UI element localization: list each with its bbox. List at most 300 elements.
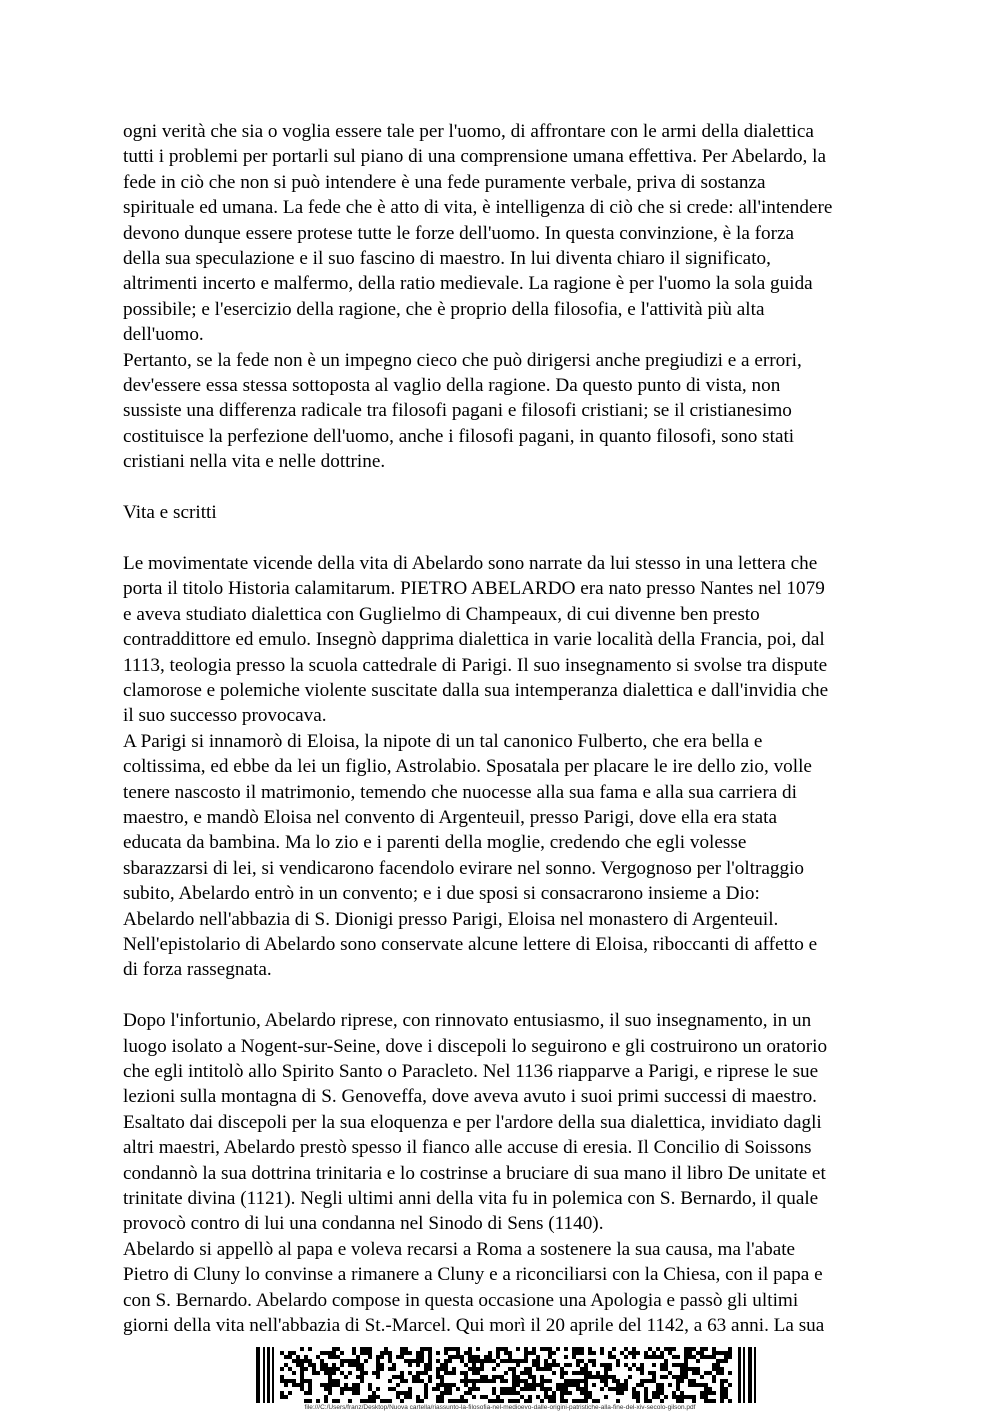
- barcode-cell: [724, 1395, 728, 1399]
- barcode-cell: [448, 1355, 452, 1359]
- barcode-cell: [524, 1371, 528, 1375]
- barcode-cell: [352, 1359, 356, 1363]
- barcode-cell: [696, 1371, 700, 1375]
- barcode-cell: [352, 1383, 356, 1387]
- barcode-cell: [588, 1351, 592, 1355]
- barcode-cell: [612, 1379, 616, 1383]
- barcode-cell: [512, 1379, 516, 1383]
- barcode-cell: [636, 1351, 640, 1355]
- barcode-cell: [620, 1351, 624, 1355]
- barcode-cell: [376, 1363, 380, 1367]
- barcode-cell: [504, 1391, 508, 1395]
- barcode-cell: [468, 1379, 472, 1383]
- barcode-cell: [588, 1371, 592, 1375]
- barcode-cell: [540, 1375, 544, 1379]
- barcode-cell: [520, 1359, 524, 1363]
- barcode-cell: [480, 1395, 484, 1399]
- barcode-cell: [460, 1359, 464, 1363]
- barcode-cell: [636, 1399, 640, 1403]
- barcode-cell: [456, 1347, 460, 1351]
- barcode-cell: [376, 1367, 380, 1371]
- barcode-cell: [544, 1379, 548, 1383]
- barcode-cell: [516, 1359, 520, 1363]
- barcode-cell: [472, 1387, 476, 1391]
- barcode-cell: [572, 1383, 576, 1387]
- barcode-cell: [336, 1383, 340, 1387]
- barcode-cell: [428, 1355, 432, 1359]
- barcode-cell: [412, 1375, 416, 1379]
- barcode-cell: [516, 1379, 520, 1383]
- text-line: clamorose e polemiche violente suscitate dalla sua intemperanza dialettica e dall'invidia che: [123, 679, 829, 701]
- barcode-cell: [600, 1351, 604, 1355]
- barcode-cell: [572, 1351, 576, 1355]
- barcode-cell: [548, 1363, 552, 1367]
- barcode-cell: [556, 1383, 560, 1387]
- barcode-cell: [360, 1347, 364, 1351]
- barcode-cell: [456, 1399, 460, 1403]
- barcode-bar: [272, 1347, 274, 1403]
- barcode-cell: [444, 1359, 448, 1363]
- barcode-cell: [528, 1395, 532, 1399]
- barcode-cell: [500, 1391, 504, 1395]
- barcode-cell: [496, 1351, 500, 1355]
- barcode-cell: [612, 1387, 616, 1391]
- barcode-cell: [476, 1367, 480, 1371]
- barcode-cell: [356, 1355, 360, 1359]
- barcode-cell: [376, 1395, 380, 1399]
- barcode-cell: [636, 1367, 640, 1371]
- barcode-cell: [404, 1391, 408, 1395]
- barcode-cell: [708, 1399, 712, 1403]
- barcode-cell: [720, 1399, 724, 1403]
- barcode-cell: [692, 1383, 696, 1387]
- barcode-cell: [712, 1367, 716, 1371]
- barcode-cell: [512, 1375, 516, 1379]
- barcode-cell: [584, 1387, 588, 1391]
- barcode-cell: [416, 1351, 420, 1355]
- barcode-cell: [572, 1347, 576, 1351]
- barcode-cell: [484, 1375, 488, 1379]
- barcode-cell: [328, 1375, 332, 1379]
- barcode-cell: [496, 1355, 500, 1359]
- paragraph: [123, 1008, 913, 1237]
- barcode-cell: [328, 1379, 332, 1383]
- barcode-cell: [552, 1391, 556, 1395]
- barcode-cell: [648, 1371, 652, 1375]
- barcode-cell: [560, 1395, 564, 1399]
- barcode-cell: [440, 1367, 444, 1371]
- barcode-cell: [328, 1367, 332, 1371]
- barcode-cell: [320, 1359, 324, 1363]
- barcode-cell: [632, 1347, 636, 1351]
- barcode-cell: [604, 1371, 608, 1375]
- barcode-cell: [652, 1355, 656, 1359]
- barcode-cell: [280, 1375, 284, 1379]
- barcode-cell: [524, 1347, 528, 1351]
- barcode-cell: [584, 1371, 588, 1375]
- barcode-cell: [580, 1359, 584, 1363]
- barcode-cell: [512, 1391, 516, 1395]
- barcode-cell: [704, 1399, 708, 1403]
- barcode-cell: [500, 1359, 504, 1363]
- barcode-cell: [436, 1395, 440, 1399]
- barcode-cell: [436, 1371, 440, 1375]
- barcode-cell: [712, 1375, 716, 1379]
- barcode-cell: [368, 1355, 372, 1359]
- barcode-cell: [512, 1359, 516, 1363]
- barcode-cell: [704, 1383, 708, 1387]
- text-line: tutti i problemi per portarli sul piano di una comprensione umana effettiva. Per Abelardo, la: [123, 146, 826, 168]
- barcode-cell: [564, 1379, 568, 1383]
- barcode-cell: [400, 1375, 404, 1379]
- barcode-cell: [580, 1391, 584, 1395]
- barcode-cell: [404, 1379, 408, 1383]
- barcode-cell: [568, 1391, 572, 1395]
- barcode-cell: [668, 1371, 672, 1375]
- barcode-cell: [612, 1375, 616, 1379]
- barcode-cell: [424, 1391, 428, 1395]
- barcode-cell: [564, 1355, 568, 1359]
- barcode-cell: [392, 1363, 396, 1367]
- barcode-cell: [696, 1367, 700, 1371]
- barcode-cell: [436, 1399, 440, 1403]
- barcode-cell: [712, 1399, 716, 1403]
- barcode-cell: [488, 1359, 492, 1363]
- barcode-cell: [416, 1379, 420, 1383]
- barcode-cell: [724, 1355, 728, 1359]
- barcode-cell: [356, 1375, 360, 1379]
- barcode-cell: [504, 1387, 508, 1391]
- barcode-cell: [544, 1363, 548, 1367]
- barcode-cell: [300, 1375, 304, 1379]
- barcode-cell: [528, 1375, 532, 1379]
- barcode-cell: [488, 1351, 492, 1355]
- barcode-cell: [408, 1359, 412, 1363]
- barcode-cell: [600, 1387, 604, 1391]
- barcode-cell: [428, 1379, 432, 1383]
- barcode-cell: [472, 1383, 476, 1387]
- barcode-cell: [448, 1399, 452, 1403]
- barcode-cell: [712, 1363, 716, 1367]
- barcode-cell: [684, 1351, 688, 1355]
- barcode-cell: [344, 1387, 348, 1391]
- barcode-cell: [360, 1399, 364, 1403]
- barcode-bar: [263, 1347, 265, 1403]
- barcode-cell: [544, 1391, 548, 1395]
- barcode-cell: [516, 1383, 520, 1387]
- barcode-cell: [500, 1387, 504, 1391]
- barcode-cell: [556, 1347, 560, 1351]
- barcode-cell: [468, 1351, 472, 1355]
- barcode-cell: [472, 1359, 476, 1363]
- barcode-cell: [532, 1379, 536, 1383]
- barcode-cell: [528, 1351, 532, 1355]
- barcode-cell: [688, 1383, 692, 1387]
- barcode-cell: [308, 1399, 312, 1403]
- barcode-cell: [564, 1383, 568, 1387]
- barcode-cell: [316, 1371, 320, 1375]
- barcode-cell: [516, 1347, 520, 1351]
- barcode-cell: [704, 1395, 708, 1399]
- barcode-cell: [404, 1347, 408, 1351]
- barcode-cell: [484, 1379, 488, 1383]
- barcode-cell: [296, 1355, 300, 1359]
- barcode-cell: [504, 1371, 508, 1375]
- barcode-cell: [420, 1379, 424, 1383]
- barcode-cell: [664, 1347, 668, 1351]
- barcode-cell: [580, 1351, 584, 1355]
- barcode-cell: [656, 1383, 660, 1387]
- barcode-cell: [660, 1391, 664, 1395]
- barcode-cell: [324, 1383, 328, 1387]
- barcode-cell: [396, 1391, 400, 1395]
- barcode-cell: [616, 1399, 620, 1403]
- barcode-cell: [472, 1363, 476, 1367]
- barcode-cell: [532, 1387, 536, 1391]
- barcode-cell: [548, 1379, 552, 1383]
- barcode-cell: [500, 1399, 504, 1403]
- barcode-cell: [704, 1355, 708, 1359]
- barcode-cell: [440, 1399, 444, 1403]
- barcode-cell: [468, 1387, 472, 1391]
- barcode-cell: [612, 1347, 616, 1351]
- barcode-cell: [424, 1387, 428, 1391]
- barcode-cell: [720, 1387, 724, 1391]
- barcode-cell: [668, 1351, 672, 1355]
- barcode-cell: [636, 1395, 640, 1399]
- barcode-cell: [372, 1399, 376, 1403]
- barcode-cell: [452, 1355, 456, 1359]
- barcode-cell: [552, 1395, 556, 1399]
- barcode-cell: [584, 1363, 588, 1367]
- barcode-cell: [616, 1379, 620, 1383]
- barcode-cell: [520, 1379, 524, 1383]
- barcode-cell: [616, 1387, 620, 1391]
- barcode-cell: [592, 1399, 596, 1403]
- barcode-cell: [444, 1363, 448, 1367]
- barcode-cell: [524, 1399, 528, 1403]
- barcode-cell: [652, 1375, 656, 1379]
- barcode-cell: [624, 1387, 628, 1391]
- barcode-cell: [564, 1391, 568, 1395]
- barcode-cell: [356, 1367, 360, 1371]
- barcode-cell: [328, 1387, 332, 1391]
- barcode-cell: [568, 1379, 572, 1383]
- barcode-cell: [396, 1395, 400, 1399]
- barcode-cell: [628, 1375, 632, 1379]
- barcode-cell: [656, 1391, 660, 1395]
- barcode-cell: [468, 1359, 472, 1363]
- barcode-cell: [284, 1379, 288, 1383]
- barcode-cell: [652, 1391, 656, 1395]
- barcode-cell: [716, 1363, 720, 1367]
- barcode-cell: [496, 1375, 500, 1379]
- barcode-cell: [516, 1375, 520, 1379]
- barcode-cell: [484, 1395, 488, 1399]
- barcode-cell: [444, 1371, 448, 1375]
- barcode-cell: [468, 1391, 472, 1395]
- barcode-cell: [464, 1383, 468, 1387]
- barcode-cell: [536, 1355, 540, 1359]
- barcode-cell: [416, 1359, 420, 1363]
- barcode-cell: [660, 1367, 664, 1371]
- barcode-cell: [576, 1399, 580, 1403]
- barcode-cell: [400, 1391, 404, 1395]
- barcode-cell: [336, 1367, 340, 1371]
- barcode-cell: [460, 1395, 464, 1399]
- barcode-cell: [352, 1391, 356, 1395]
- barcode-cell: [308, 1359, 312, 1363]
- barcode-cell: [652, 1371, 656, 1375]
- barcode-cell: [728, 1347, 732, 1351]
- paragraph-gap: [123, 475, 913, 500]
- barcode-cell: [508, 1359, 512, 1363]
- barcode-cell: [552, 1371, 556, 1375]
- barcode-cell: [384, 1351, 388, 1355]
- barcode-cell: [304, 1367, 308, 1371]
- barcode-cell: [440, 1383, 444, 1387]
- barcode-bar: [267, 1347, 270, 1403]
- barcode-cell: [400, 1355, 404, 1359]
- barcode-cell: [504, 1379, 508, 1383]
- barcode-cell: [656, 1347, 660, 1351]
- barcode-cell: [316, 1399, 320, 1403]
- text-line: Esaltato dai discepoli per la sua eloquenza e per l'ardore della sua dialettica, invidiato dagli: [123, 1111, 822, 1133]
- barcode-cell: [640, 1371, 644, 1375]
- barcode-cell: [592, 1375, 596, 1379]
- barcode-cell: [680, 1363, 684, 1367]
- text-line: che egli intitolò allo Spirito Santo o Paracleto. Nel 1136 riapparve a Parigi, e riprese le sue: [123, 1060, 819, 1082]
- barcode-cell: [664, 1375, 668, 1379]
- text-line: sbarazzarsi di lei, si vendicarono facendolo evirare nel sonno. Vergognoso per l'oltraggio: [123, 857, 805, 879]
- barcode-cell: [392, 1367, 396, 1371]
- barcode-cell: [728, 1355, 732, 1359]
- barcode-cell: [536, 1363, 540, 1367]
- barcode-cell: [664, 1359, 668, 1363]
- barcode-cell: [660, 1399, 664, 1403]
- barcode-cell: [288, 1351, 292, 1355]
- barcode-cell: [324, 1363, 328, 1367]
- barcode-cell: [396, 1355, 400, 1359]
- barcode-cell: [576, 1347, 580, 1351]
- barcode-cell: [684, 1395, 688, 1399]
- text-line: 1113, teologia presso la scuola cattedrale di Parigi. Il suo insegnamento si svolse tra dispute: [123, 654, 828, 676]
- barcode-cell: [304, 1379, 308, 1383]
- barcode-cell: [356, 1391, 360, 1395]
- paragraph: [123, 551, 913, 729]
- barcode-cell: [300, 1347, 304, 1351]
- barcode-cell: [496, 1399, 500, 1403]
- barcode-cell: [436, 1387, 440, 1391]
- barcode-cell: [492, 1399, 496, 1403]
- barcode-cell: [328, 1371, 332, 1375]
- barcode-cell: [428, 1347, 432, 1351]
- barcode-cell: [444, 1347, 448, 1351]
- barcode-cell: [568, 1383, 572, 1387]
- barcode-cell: [612, 1355, 616, 1359]
- barcode-cell: [376, 1387, 380, 1391]
- barcode-cell: [688, 1355, 692, 1359]
- barcode-cell: [624, 1347, 628, 1351]
- barcode-cell: [700, 1351, 704, 1355]
- barcode-cell: [596, 1375, 600, 1379]
- barcode-cell: [692, 1371, 696, 1375]
- barcode-cell: [572, 1399, 576, 1403]
- barcode-cell: [308, 1391, 312, 1395]
- barcode-cell: [452, 1347, 456, 1351]
- barcode-cell: [548, 1351, 552, 1355]
- barcode-cell: [288, 1379, 292, 1383]
- barcode-cell: [608, 1367, 612, 1371]
- barcode-cell: [652, 1379, 656, 1383]
- barcode-cell: [548, 1395, 552, 1399]
- barcode-cell: [492, 1391, 496, 1395]
- barcode-cell: [292, 1383, 296, 1387]
- barcode-cell: [456, 1387, 460, 1391]
- barcode-cell: [700, 1347, 704, 1351]
- barcode-cell: [324, 1371, 328, 1375]
- barcode-cell: [440, 1379, 444, 1383]
- barcode-cell: [644, 1399, 648, 1403]
- barcode-cell: [548, 1355, 552, 1359]
- barcode-cell: [556, 1387, 560, 1391]
- barcode-cell: [660, 1355, 664, 1359]
- barcode-cell: [344, 1375, 348, 1379]
- barcode-cell: [340, 1371, 344, 1375]
- barcode-cell: [592, 1351, 596, 1355]
- barcode-cell: [300, 1383, 304, 1387]
- barcode-cell: [284, 1395, 288, 1399]
- barcode-cell: [316, 1355, 320, 1359]
- text-line: della sua speculazione e il suo fascino di maestro. In lui diventa chiaro il significato,: [123, 248, 771, 270]
- text-line: Pertanto, se la fede non è un impegno cieco che può dirigersi anche pregiudizi e a errori,: [123, 349, 802, 371]
- barcode-cell: [304, 1359, 308, 1363]
- barcode-cell: [388, 1387, 392, 1391]
- barcode-cell: [380, 1399, 384, 1403]
- barcode-cell: [640, 1363, 644, 1367]
- barcode-cell: [588, 1395, 592, 1399]
- barcode-cell: [576, 1387, 580, 1391]
- barcode-cell: [404, 1395, 408, 1399]
- barcode-cell: [640, 1383, 644, 1387]
- barcode-cell: [608, 1363, 612, 1367]
- barcode-cell: [564, 1371, 568, 1375]
- barcode-cell: [488, 1399, 492, 1403]
- barcode-cell: [280, 1379, 284, 1383]
- barcode-cell: [596, 1371, 600, 1375]
- barcode-cell: [620, 1383, 624, 1387]
- barcode-cell: [464, 1379, 468, 1383]
- barcode-cell: [436, 1359, 440, 1363]
- barcode-cell: [584, 1375, 588, 1379]
- barcode-cell: [432, 1387, 436, 1391]
- barcode-cell: [420, 1359, 424, 1363]
- barcode-cell: [444, 1387, 448, 1391]
- barcode-cell: [672, 1363, 676, 1367]
- barcode-cell: [648, 1399, 652, 1403]
- barcode-cell: [532, 1363, 536, 1367]
- text-line: dell'uomo.: [123, 324, 204, 346]
- barcode-bar: [748, 1347, 752, 1403]
- barcode-cell: [564, 1363, 568, 1367]
- barcode-cell: [408, 1351, 412, 1355]
- text-line: e aveva studiato dialettica con Guglielmo di Champeaux, di cui divenne ben presto: [123, 603, 760, 625]
- barcode-cell: [680, 1395, 684, 1399]
- barcode-cell: [680, 1399, 684, 1403]
- barcode-cell: [420, 1355, 424, 1359]
- barcode-cell: [468, 1367, 472, 1371]
- barcode-cell: [404, 1351, 408, 1355]
